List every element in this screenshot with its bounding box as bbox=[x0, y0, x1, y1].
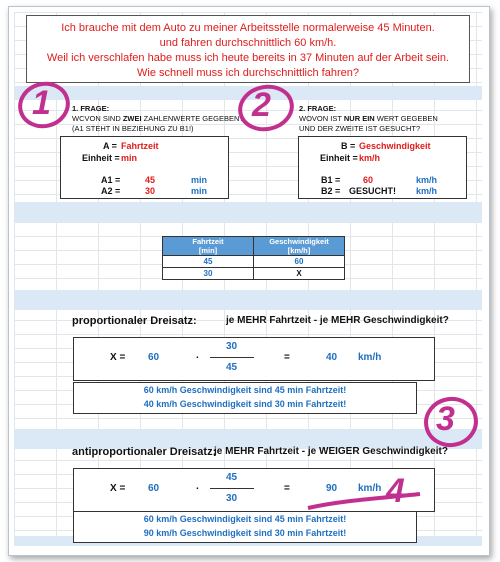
intro-line-2: und fahren durchschnittlich 60 km/h. bbox=[159, 37, 337, 49]
header-label: Fahrtzeit bbox=[192, 237, 224, 246]
table-cell: 45 bbox=[163, 256, 254, 268]
frage-1-note: (A1 STEHT IN BEZIEHUNG ZU B1!) bbox=[72, 124, 194, 133]
anti-dot: . bbox=[196, 481, 199, 492]
a-label: A = bbox=[103, 141, 117, 151]
prop-factor: 60 bbox=[148, 352, 160, 363]
a2-value: 30 bbox=[145, 186, 156, 196]
prop-numerator: 30 bbox=[226, 341, 238, 352]
prop-equals: = bbox=[284, 352, 290, 363]
a1-unit: min bbox=[191, 175, 208, 185]
frage-2-text-2: UND DER ZWEITE IST GESUCHT? bbox=[299, 124, 421, 133]
values-table bbox=[162, 236, 345, 280]
a2-unit: min bbox=[191, 186, 208, 196]
anti-equals: = bbox=[284, 483, 290, 494]
prop-unit: km/h bbox=[358, 352, 382, 363]
annotation-number-1: 1 bbox=[32, 84, 51, 122]
frage-2 bbox=[299, 104, 479, 134]
a1-label: A1 = bbox=[101, 175, 121, 185]
a-einheit-value: min bbox=[121, 153, 138, 163]
prop-result: 40 bbox=[326, 352, 338, 363]
table-cell: 30 bbox=[163, 268, 254, 280]
table-header-geschwindigkeit bbox=[254, 237, 345, 256]
header-label: Geschwindigkeit bbox=[269, 237, 329, 246]
anti-denominator: 30 bbox=[226, 493, 238, 504]
prop-fraction-line bbox=[210, 357, 254, 358]
annotation-number-2: 2 bbox=[252, 86, 271, 124]
table-cell: 60 bbox=[254, 256, 345, 268]
frage-1-bold: ZWEI bbox=[122, 114, 142, 123]
anti-fraction-line bbox=[210, 488, 254, 489]
intro-line-1: Ich brauche mit dem Auto zu meiner Arbeitsstelle normalerweise 45 Minuten. bbox=[61, 22, 435, 34]
table-row bbox=[163, 256, 345, 268]
anti-title: antiproportionaler Dreisatz: bbox=[72, 446, 217, 458]
b2-label: B2 = bbox=[321, 186, 341, 196]
a2-label: A2 = bbox=[101, 186, 121, 196]
b1-unit: km/h bbox=[416, 175, 438, 185]
annotation-number-4: 4 bbox=[386, 472, 405, 510]
header-unit: [km/h] bbox=[287, 246, 311, 255]
prop-formula-box bbox=[73, 337, 435, 381]
b-einheit-value: km/h bbox=[359, 153, 381, 163]
anti-numerator: 45 bbox=[226, 472, 238, 483]
prop-question: je MEHR Fahrtzeit - je MEHR Geschwindigkeit? bbox=[226, 315, 449, 326]
anti-result-line-2: 90 km/h Geschwindigkeit sind 30 min Fahrtzeit! bbox=[143, 528, 347, 538]
anti-factor: 60 bbox=[148, 483, 160, 494]
header-unit: [min] bbox=[198, 246, 218, 255]
frage-2-bold: NUR EIN bbox=[343, 114, 375, 123]
anti-result: 90 bbox=[326, 483, 338, 494]
a1-value: 45 bbox=[145, 175, 156, 185]
frage-1 bbox=[72, 104, 252, 134]
table-cell: X bbox=[254, 268, 345, 280]
annotation-underline-4-icon bbox=[304, 470, 424, 518]
anti-x-label: X = bbox=[110, 483, 126, 494]
a-value: Fahrtzeit bbox=[121, 141, 159, 151]
prop-result-line-1: 60 km/h Geschwindigkeit sind 45 min Fahrtzeit! bbox=[143, 385, 347, 395]
intro-line-4: Wie schnell muss ich durchschnittlich fahren? bbox=[137, 67, 359, 79]
prop-result-box bbox=[73, 382, 417, 414]
anti-question: je MEHR Fahrtzeit - je WEIGER Geschwindigkeit? bbox=[214, 446, 448, 457]
intro-box bbox=[26, 15, 470, 83]
frage-2-title: 2. FRAGE: bbox=[299, 104, 337, 113]
separator-band bbox=[14, 290, 482, 310]
b2-value: GESUCHT! bbox=[349, 186, 396, 196]
prop-denominator: 45 bbox=[226, 362, 238, 373]
box-b bbox=[298, 136, 467, 199]
frage-1-text: ZAHLENWERTE GEGEBEN? bbox=[141, 114, 244, 123]
b-einheit-label: Einheit = bbox=[320, 153, 358, 163]
prop-result-line-2: 40 km/h Geschwindigkeit sind 30 min Fahrtzeit! bbox=[143, 399, 347, 409]
b1-value: 60 bbox=[363, 175, 374, 185]
frage-2-text: WERT GEGEBEN bbox=[374, 114, 438, 123]
a-einheit-label: Einheit = bbox=[82, 153, 120, 163]
frage-1-text: WCVON SIND bbox=[72, 114, 123, 123]
b-value: Geschwindigkeit bbox=[359, 141, 431, 151]
b2-unit: km/h bbox=[416, 186, 438, 196]
table-header-fahrtzeit bbox=[163, 237, 254, 256]
table-row bbox=[163, 268, 345, 280]
b-label: B = bbox=[341, 141, 356, 151]
anti-unit: km/h bbox=[358, 483, 382, 494]
anti-result-line-1: 60 km/h Geschwindigkeit sind 45 min Fahrtzeit! bbox=[143, 514, 347, 524]
separator-band bbox=[14, 202, 482, 222]
prop-title: proportionaler Dreisatz: bbox=[72, 315, 197, 327]
frage-1-title: 1. FRAGE: bbox=[72, 104, 110, 113]
box-a bbox=[60, 136, 229, 199]
annotation-number-3: 3 bbox=[436, 400, 455, 438]
spreadsheet bbox=[14, 12, 482, 546]
b1-label: B1 = bbox=[321, 175, 341, 185]
prop-x-label: X = bbox=[110, 352, 126, 363]
intro-line-3: Weil ich verschlafen habe muss ich heute bereits in 37 Minuten auf der Arbeit sein. bbox=[46, 52, 450, 64]
prop-dot: . bbox=[196, 350, 199, 361]
frage-2-text: WOVON IST bbox=[299, 114, 344, 123]
